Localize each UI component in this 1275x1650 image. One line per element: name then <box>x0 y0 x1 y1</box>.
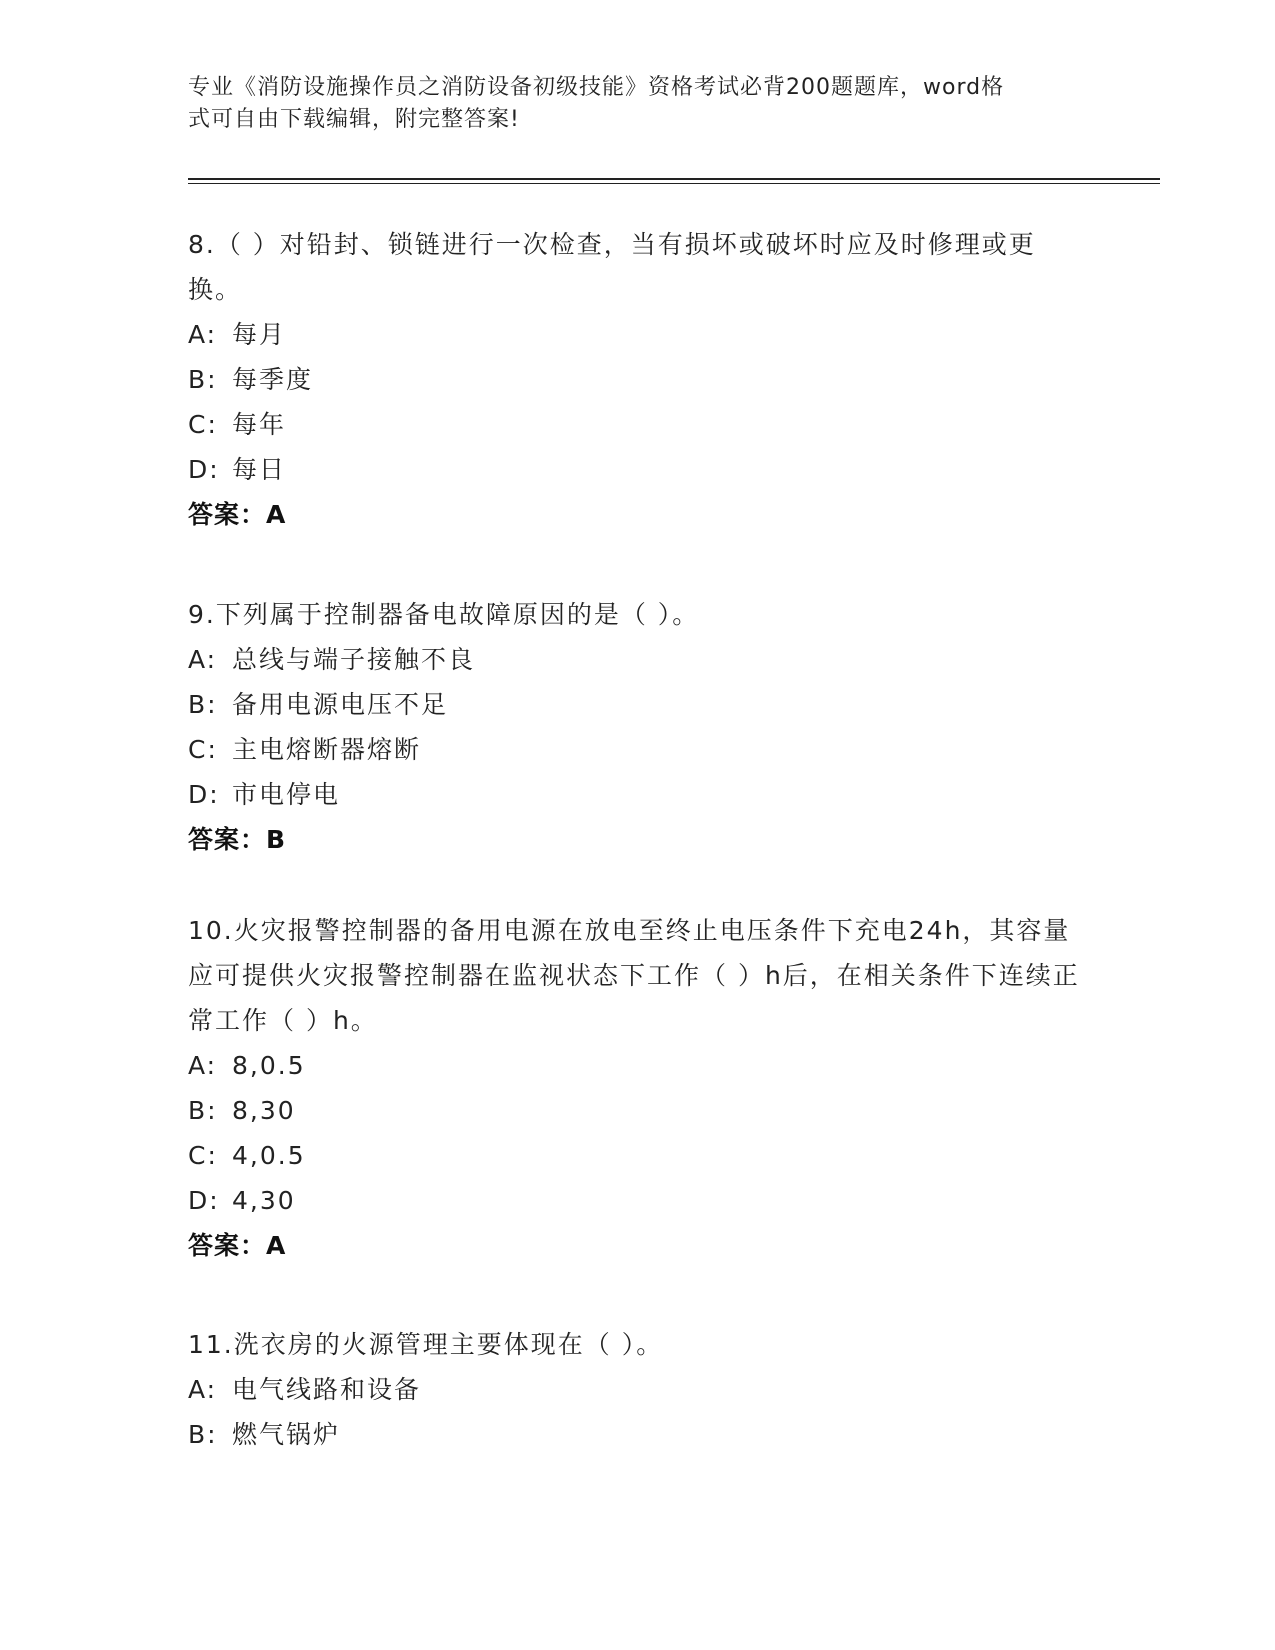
question-8 <box>188 222 1088 537</box>
header-divider-thin <box>188 183 1160 184</box>
answer-label: 答案：B <box>188 825 287 854</box>
option-b <box>188 682 1088 727</box>
question-stem: 8.（ ）对铅封、锁链进行一次检查，当有损坏或破坏时应及时修理或更换。 <box>188 230 1036 304</box>
option-text: 每月 <box>232 320 287 349</box>
option-text: 每季度 <box>232 365 314 394</box>
option-letter: D: <box>188 780 220 809</box>
header-title-line-1: 专业《消防设施操作员之消防设备初级技能》资格考试必背200题题库，word格 <box>188 75 1005 100</box>
option-d <box>188 447 1088 492</box>
option-text: 市电停电 <box>232 780 341 809</box>
option-a <box>188 1043 1088 1088</box>
option-text: 8,0.5 <box>232 1051 306 1080</box>
option-b <box>188 1412 1088 1457</box>
question-9 <box>188 592 1088 862</box>
option-text: 燃气锅炉 <box>232 1420 341 1449</box>
option-d <box>188 1178 1088 1223</box>
option-letter: B: <box>188 365 218 394</box>
option-letter: B: <box>188 1420 218 1449</box>
answer-label: 答案：A <box>188 500 287 529</box>
option-text: 总线与端子接触不良 <box>232 645 476 674</box>
option-text: 4,30 <box>232 1186 296 1215</box>
question-stem: 9.下列属于控制器备电故障原因的是（ ）。 <box>188 600 700 629</box>
option-d <box>188 772 1088 817</box>
option-c <box>188 1133 1088 1178</box>
question-stem: 11.洗衣房的火源管理主要体现在（ ）。 <box>188 1330 664 1359</box>
option-letter: A: <box>188 645 218 674</box>
option-letter: B: <box>188 690 218 719</box>
option-text: 每年 <box>232 410 287 439</box>
option-text: 4,0.5 <box>232 1141 306 1170</box>
question-10 <box>188 908 1088 1268</box>
option-b <box>188 357 1088 402</box>
option-b <box>188 1088 1088 1133</box>
option-text: 电气线路和设备 <box>232 1375 422 1404</box>
option-c <box>188 727 1088 772</box>
document-header <box>188 72 1088 136</box>
option-letter: B: <box>188 1096 218 1125</box>
option-text: 主电熔断器熔断 <box>232 735 422 764</box>
question-stem: 10.火灾报警控制器的备用电源在放电至终止电压条件下充电24h，其容量应可提供火灾报警控制器在监视状态下工作（ ）h后，在相关条件下连续正常工作（ ）h。 <box>188 916 1080 1035</box>
question-11 <box>188 1322 1088 1457</box>
option-letter: D: <box>188 1186 220 1215</box>
option-text: 备用电源电压不足 <box>232 690 449 719</box>
option-c <box>188 402 1088 447</box>
header-divider-thick <box>188 178 1160 180</box>
option-letter: C: <box>188 1141 218 1170</box>
option-text: 8,30 <box>232 1096 296 1125</box>
option-letter: A: <box>188 1375 218 1404</box>
option-letter: C: <box>188 410 218 439</box>
option-a <box>188 637 1088 682</box>
option-letter: A: <box>188 1051 218 1080</box>
option-text: 每日 <box>232 455 287 484</box>
header-title-line-2: 式可自由下载编辑，附完整答案! <box>188 107 520 132</box>
option-letter: D: <box>188 455 220 484</box>
option-a <box>188 1367 1088 1412</box>
answer-label: 答案：A <box>188 1231 287 1260</box>
option-letter: C: <box>188 735 218 764</box>
option-letter: A: <box>188 320 218 349</box>
option-a <box>188 312 1088 357</box>
